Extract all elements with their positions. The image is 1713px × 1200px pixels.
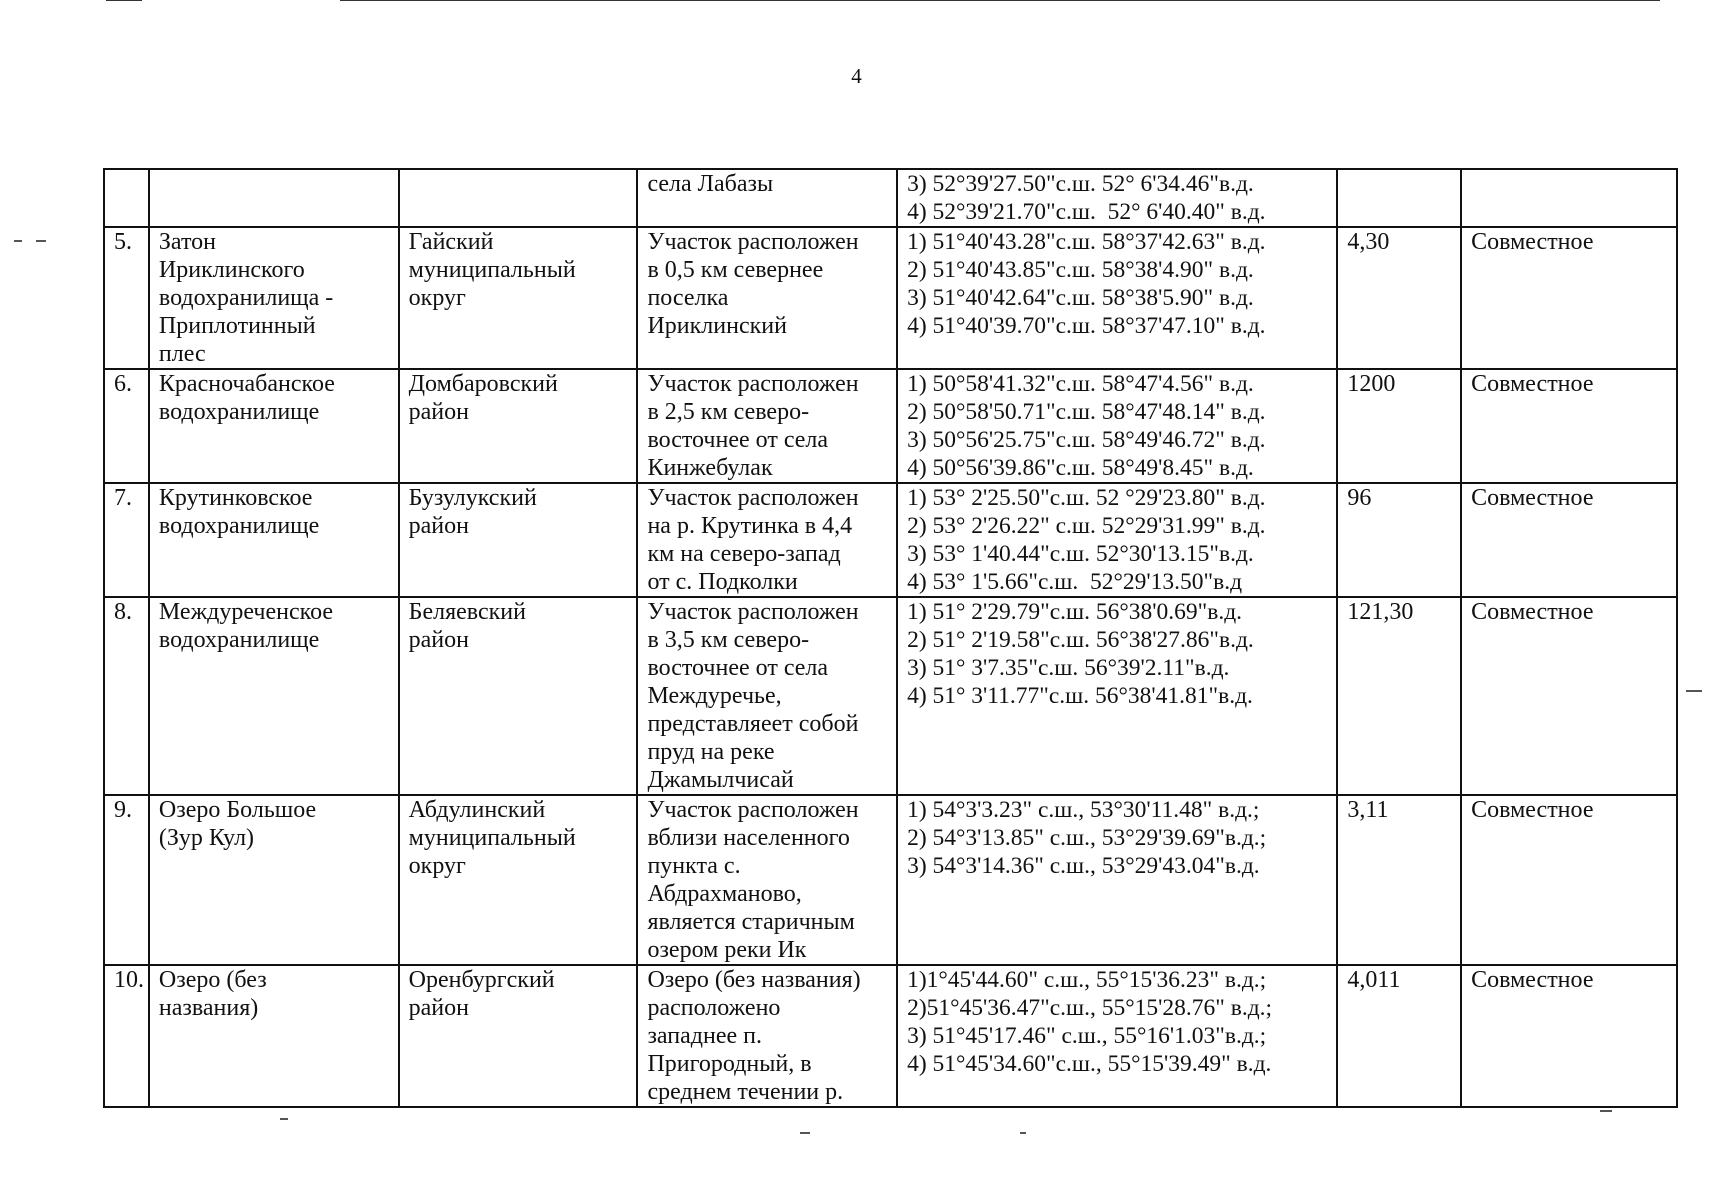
coordinate-line: 3) 54°3'14.36" с.ш., 53°29'43.04"в.д. [907, 853, 1260, 879]
location-description-cell [637, 227, 897, 369]
coordinates-cell [897, 965, 1337, 1107]
location-description-cell [637, 795, 897, 965]
coordinate-line: 4) 52°39'21.70"с.ш. 52° 6'40.40" в.д. [907, 199, 1266, 225]
location-description-cell [637, 597, 897, 795]
row-number-cell [104, 597, 149, 795]
row-number-text: 8. [114, 599, 132, 625]
district-text: Абдулинский муниципальный округ [408, 797, 576, 879]
district-cell [399, 483, 638, 597]
use-type-cell [1461, 965, 1677, 1107]
coordinate-line: 2) 50°58'50.71"с.ш. 58°47'48.14" в.д. [907, 399, 1266, 425]
scan-edge-line [340, 0, 1660, 1]
coordinate-line: 3) 51°45'17.46" с.ш., 55°16'1.03"в.д.; [907, 1023, 1267, 1049]
coordinate-line: 1) 51° 2'29.79"с.ш. 56°38'0.69"в.д. [907, 599, 1243, 625]
water-body-name-text: Озеро (без названия) [158, 967, 267, 1021]
location-description-text: Участок расположен в 0,5 км севернее поселка Ириклинский [647, 229, 859, 339]
location-description-text: Участок расположен на р. Крутинка в 4,4 км на северо-запад от с. Подколки [647, 485, 859, 595]
row-number-text: 6. [114, 371, 132, 397]
coordinate-line: 4) 51°45'34.60"с.ш., 55°15'39.49" в.д. [907, 1051, 1272, 1077]
use-type-text: Совместное [1471, 797, 1594, 823]
water-body-name-cell [149, 483, 399, 597]
water-body-name-text: Междуреченское водохранилище [158, 599, 334, 653]
district-text: Оренбургский район [408, 967, 555, 1021]
district-text: Домбаровский район [408, 371, 558, 425]
water-body-name-cell [149, 965, 399, 1107]
use-type-cell [1461, 597, 1677, 795]
district-text: Бузулукский район [408, 485, 537, 539]
coordinate-line: 1) 53° 2'25.50"с.ш. 52 °29'23.80" в.д. [907, 485, 1266, 511]
coordinate-line: 3) 50°56'25.75"с.ш. 58°49'46.72" в.д. [907, 427, 1266, 453]
coordinates-cell [897, 227, 1337, 369]
area-cell [1337, 965, 1461, 1107]
water-body-name-text: Озеро Большое (Зур Кул) [158, 797, 317, 851]
coordinate-line: 2) 51° 2'19.58"с.ш. 56°38'27.86"в.д. [907, 627, 1254, 653]
coordinate-line: 4) 53° 1'5.66"с.ш. 52°29'13.50"в.д [907, 569, 1243, 595]
scan-speck [14, 240, 22, 242]
row-number-text: 5. [114, 229, 132, 255]
use-type-text: Совместное [1471, 371, 1594, 397]
scan-speck [800, 1132, 810, 1134]
area-text: 4,011 [1347, 967, 1401, 993]
district-text: Беляевский район [408, 599, 526, 653]
water-body-name-text: Затон Ириклинского водохранилища - Приплотинный плес [158, 229, 334, 367]
table-row [104, 227, 1677, 369]
area-text: 3,11 [1347, 797, 1389, 823]
water-body-name-cell [149, 227, 399, 369]
area-cell [1337, 369, 1461, 483]
district-cell [399, 597, 638, 795]
row-number-cell [104, 483, 149, 597]
coordinate-line: 2) 53° 2'26.22" с.ш. 52°29'31.99" в.д. [907, 513, 1266, 539]
coordinates-cell [897, 169, 1337, 227]
location-description-text: Участок расположен в 2,5 км северо- восточнее от села Кинжебулак [647, 371, 859, 481]
water-body-name-cell [149, 369, 399, 483]
row-number-cell [104, 369, 149, 483]
coordinates-cell [897, 483, 1337, 597]
coordinate-line: 3) 51° 3'7.35"с.ш. 56°39'2.11"в.д. [907, 655, 1230, 681]
coordinate-line: 3) 52°39'27.50"с.ш. 52° 6'34.46"в.д. [907, 171, 1254, 197]
water-bodies-table [103, 168, 1678, 1108]
water-body-name-cell [149, 169, 399, 227]
scan-speck [280, 1118, 288, 1120]
district-cell [399, 795, 638, 965]
use-type-cell [1461, 483, 1677, 597]
coordinate-line: 1)1°45'44.60" с.ш., 55°15'36.23" в.д.; [907, 967, 1267, 993]
use-type-text: Совместное [1471, 485, 1594, 511]
district-text: Гайский муниципальный округ [408, 229, 576, 311]
area-cell [1337, 795, 1461, 965]
location-description-cell [637, 483, 897, 597]
area-text: 1200 [1347, 371, 1396, 397]
table-row [104, 369, 1677, 483]
use-type-cell [1461, 795, 1677, 965]
row-number-text: 9. [114, 797, 132, 823]
coordinate-line: 4) 50°56'39.86"с.ш. 58°49'8.45" в.д. [907, 455, 1254, 481]
area-cell [1337, 169, 1461, 227]
location-description-text: Участок расположен вблизи населенного пункта с. Абдрахманово, является старичным озером реки Ик [647, 797, 859, 963]
row-number-cell [104, 169, 149, 227]
location-description-cell [637, 169, 897, 227]
scan-speck [36, 240, 46, 242]
area-text: 121,30 [1347, 599, 1414, 625]
coordinate-line: 2) 54°3'13.85" с.ш., 53°29'39.69"в.д.; [907, 825, 1267, 851]
coordinate-line: 4) 51°40'39.70"с.ш. 58°37'47.10" в.д. [907, 313, 1266, 339]
table-row [104, 483, 1677, 597]
district-cell [399, 965, 638, 1107]
table-row [104, 795, 1677, 965]
area-cell [1337, 597, 1461, 795]
row-number-cell [104, 965, 149, 1107]
location-description-cell [637, 965, 897, 1107]
use-type-text: Совместное [1471, 599, 1594, 625]
location-description-text: Участок расположен в 3,5 км северо- восточнее от села Междуречье, представляеет собой пруд на реке Джамылчисай [647, 599, 859, 793]
coordinates-cell [897, 597, 1337, 795]
coordinate-line: 1) 50°58'41.32"с.ш. 58°47'4.56" в.д. [907, 371, 1254, 397]
coordinate-line: 2)51°45'36.47"с.ш., 55°15'28.76" в.д.; [907, 995, 1273, 1021]
coordinate-line: 3) 53° 1'40.44"с.ш. 52°30'13.15"в.д. [907, 541, 1254, 567]
scan-speck [1600, 1110, 1612, 1112]
district-cell [399, 169, 638, 227]
coordinate-line: 4) 51° 3'11.77"с.ш. 56°38'41.81"в.д. [907, 683, 1253, 709]
location-description-text: Озеро (без названия) расположено западнее п. Пригородный, в среднем течении р. [647, 967, 861, 1105]
coordinates-cell [897, 795, 1337, 965]
district-cell [399, 369, 638, 483]
use-type-cell [1461, 169, 1677, 227]
table-row [104, 597, 1677, 795]
scan-edge-line [106, 0, 142, 1]
water-body-name-cell [149, 795, 399, 965]
row-number-cell [104, 795, 149, 965]
scan-speck [1020, 1132, 1026, 1134]
coordinate-line: 2) 51°40'43.85"с.ш. 58°38'4.90" в.д. [907, 257, 1254, 283]
use-type-text: Совместное [1471, 229, 1594, 255]
coordinate-line: 3) 51°40'42.64"с.ш. 58°38'5.90" в.д. [907, 285, 1254, 311]
use-type-cell [1461, 227, 1677, 369]
coordinates-cell [897, 369, 1337, 483]
area-cell [1337, 227, 1461, 369]
water-body-name-text: Крутинковское водохранилище [158, 485, 320, 539]
coordinate-line: 1) 51°40'43.28"с.ш. 58°37'42.63" в.д. [907, 229, 1266, 255]
area-cell [1337, 483, 1461, 597]
page-number: 4 [851, 64, 862, 88]
table-body [104, 169, 1677, 1107]
row-number-text: 10. [114, 967, 144, 993]
water-body-name-text: Красночабанское водохранилище [158, 371, 335, 425]
table-row [104, 965, 1677, 1107]
scan-speck [1686, 690, 1702, 692]
location-description-cell [637, 369, 897, 483]
use-type-cell [1461, 369, 1677, 483]
district-cell [399, 227, 638, 369]
water-body-name-cell [149, 597, 399, 795]
area-text: 4,30 [1347, 229, 1390, 255]
location-description-text: села Лабазы [647, 171, 774, 197]
area-text: 96 [1347, 485, 1372, 511]
table-row [104, 169, 1677, 227]
coordinate-line: 1) 54°3'3.23" с.ш., 53°30'11.48" в.д.; [907, 797, 1260, 823]
use-type-text: Совместное [1471, 967, 1594, 993]
row-number-cell [104, 227, 149, 369]
row-number-text: 7. [114, 485, 132, 511]
